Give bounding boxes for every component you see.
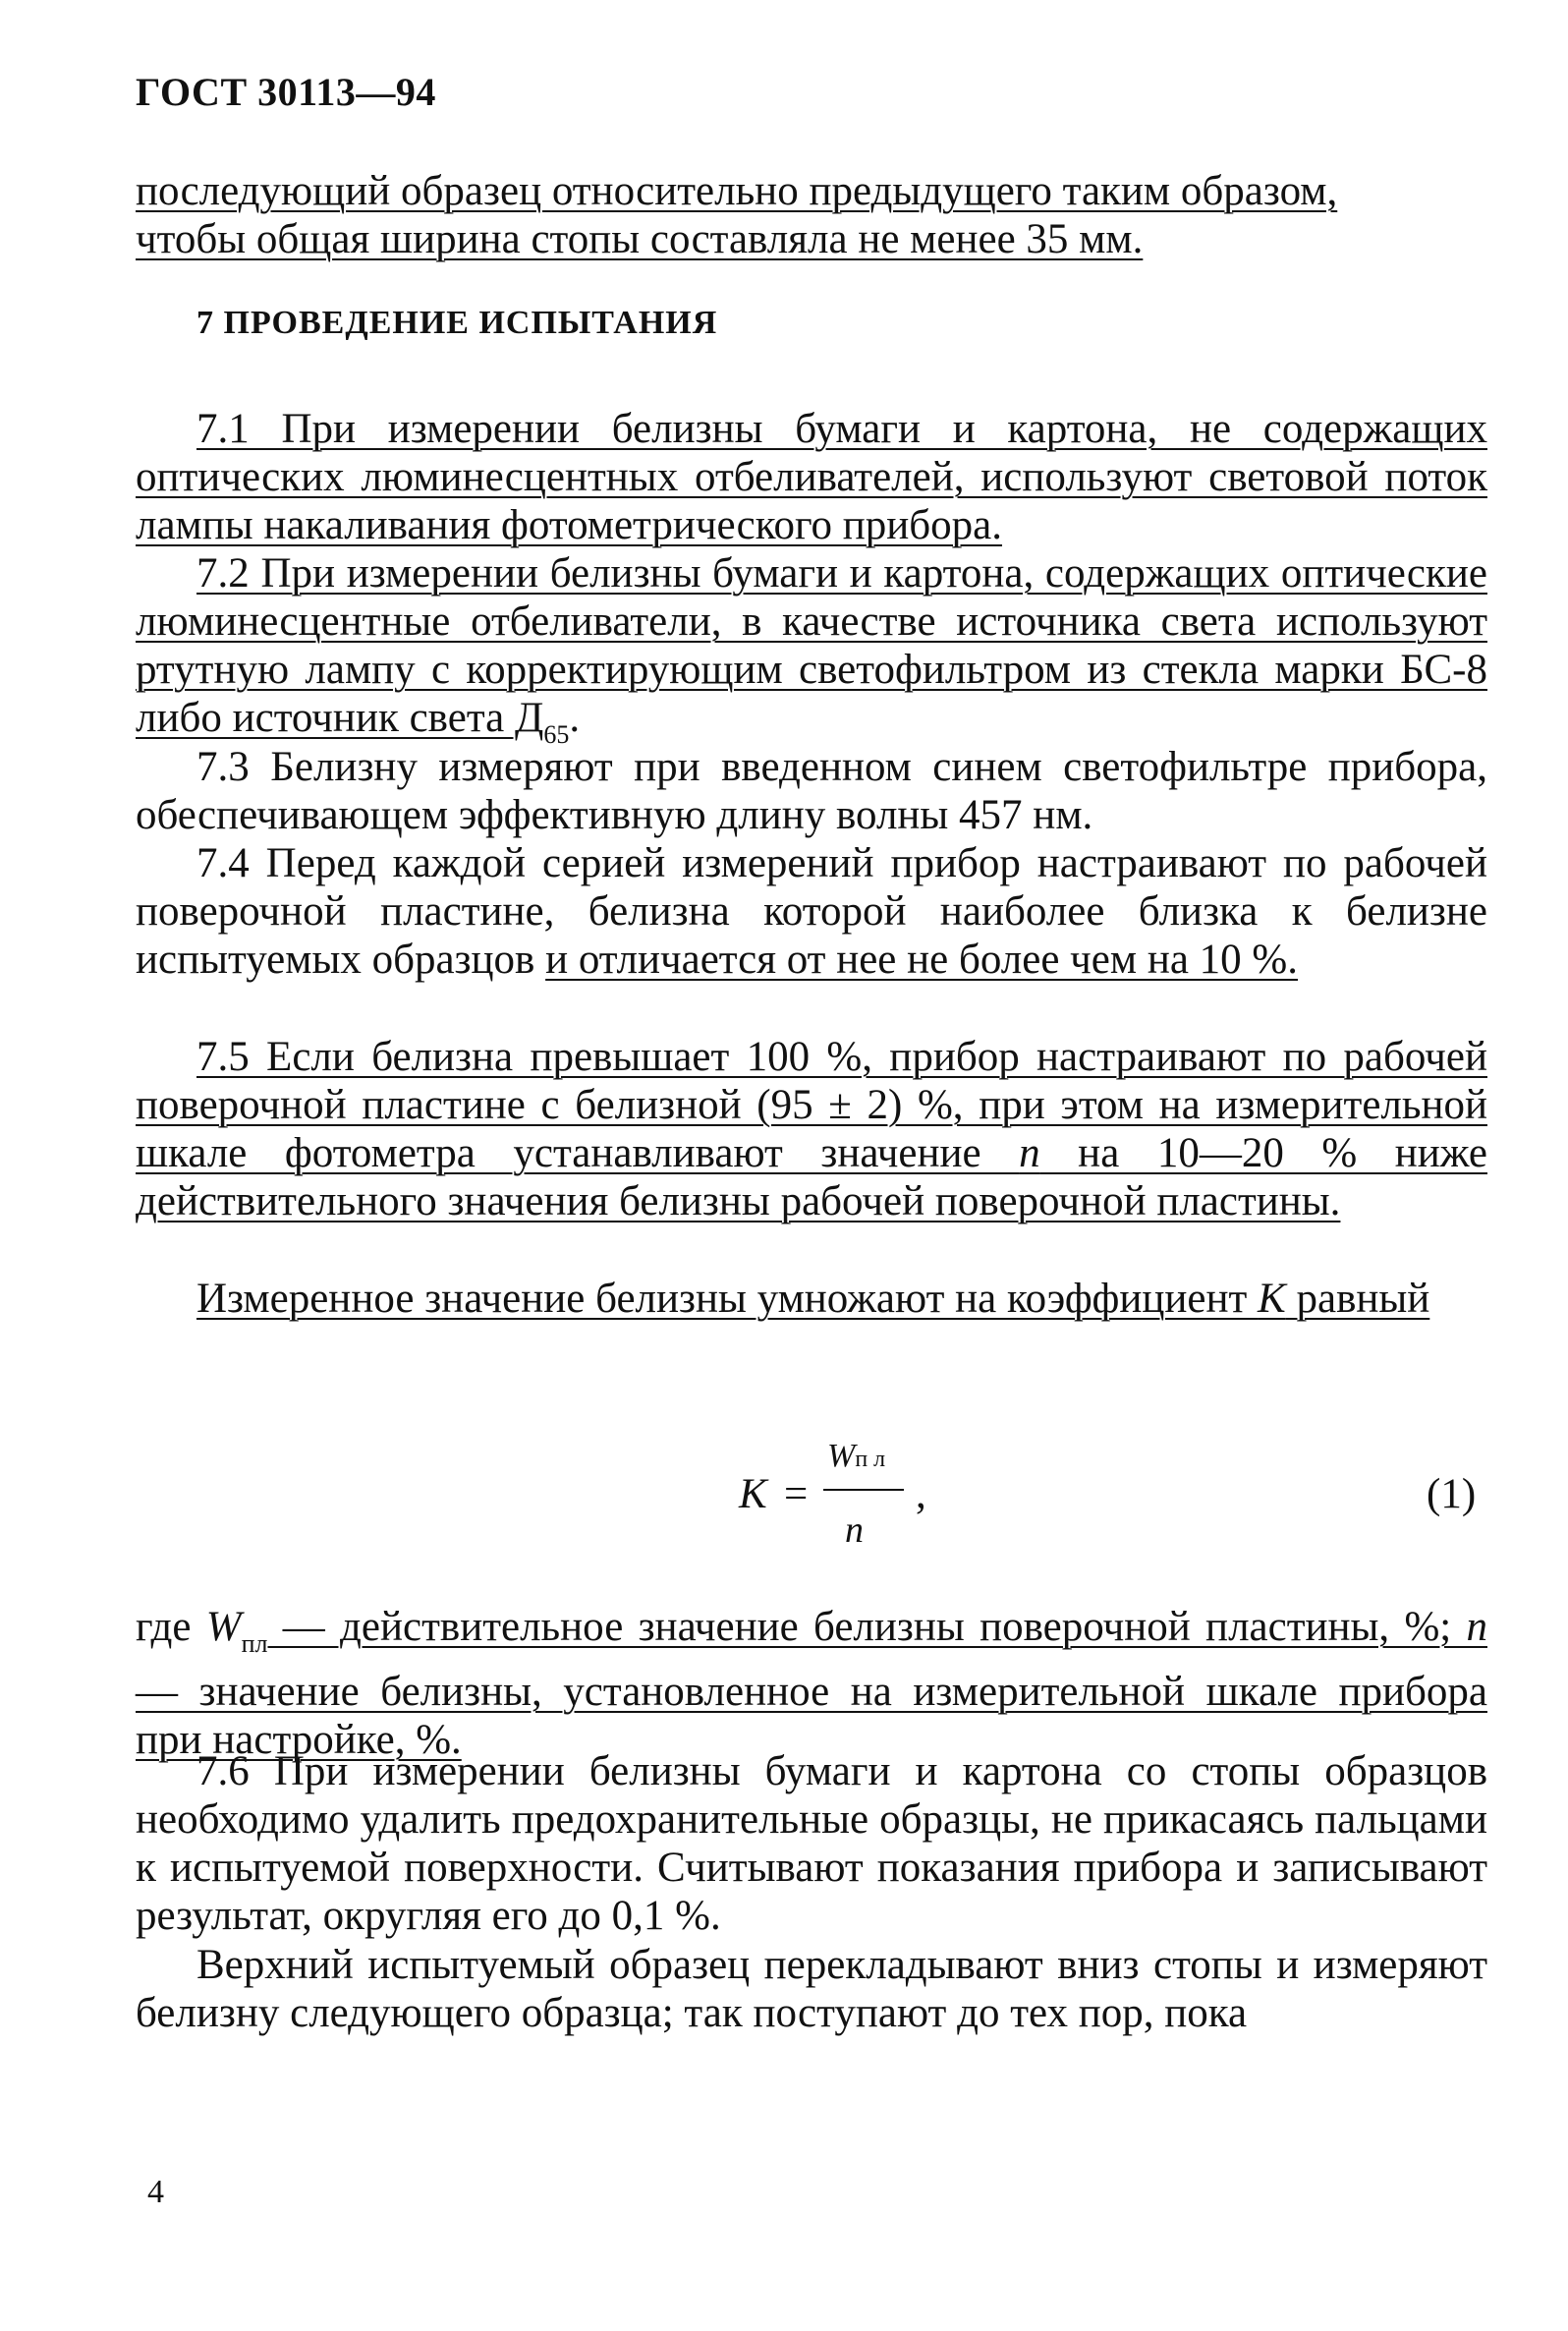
formula-1: K = Wп л n , — [739, 1438, 926, 1551]
paragraph-7-4-text: 7.4 Перед каждой серией измерений прибор настраивают по рабочей поверочной пластине, белизна которой наиболее близка к белизне испытуемых образцов — [136, 840, 1487, 983]
page-number: 4 — [147, 2174, 164, 2210]
paragraph-7-4-underlined: и отличается от нее не более чем на 10 %. — [545, 937, 1299, 983]
paragraph-7-5b-text-b: равный — [1285, 1276, 1430, 1322]
variable-n: n — [1019, 1130, 1040, 1176]
paragraph-7-5-text-b: на 10—20 % ниже действительного значения белизны рабочей поверочной пластины. — [136, 1130, 1488, 1224]
paragraph-7-5-continued — [136, 1275, 1487, 1323]
variable-k: K — [1258, 1276, 1286, 1322]
paragraph-7-2: 7.2 При измерении белизны бумаги и картона, содержащих оптические люминесцентные отбеливатели, в качестве источника света используют ртутную лампу с корректирующим светофильтром из стекла марки БС-8 либо источник света $Д_{65}$. — [136, 550, 1487, 749]
paragraph-last — [136, 1941, 1487, 2037]
paragraph-7-3-text: 7.3 Белизну измеряют при введенном синем светофильтре прибора, обеспечивающем эффективную длину волны 457 нм. — [136, 744, 1487, 838]
paragraph-7-4 — [136, 839, 1487, 984]
document-header: ГОСТ 30113—94 — [136, 70, 436, 114]
variable-w: W — [205, 1604, 242, 1650]
paragraph-7-5b-text-a: Измеренное значение белизны умножают на коэффициент — [196, 1276, 1259, 1322]
paragraph-7-5 — [136, 1033, 1487, 1225]
formula-number: (1) — [1427, 1471, 1477, 1517]
variable-n-def: n — [1466, 1604, 1487, 1650]
formula-equals: = — [784, 1471, 809, 1517]
formula-fraction-bar — [823, 1489, 904, 1491]
paragraph-7-1-text: 7.1 При измерении белизны бумаги и картона, не содержащих оптических люминесцентных отбеливателей, используют световой поток лампы накаливания фотометрического прибора. — [136, 406, 1487, 548]
section-title: 7 ПРОВЕДЕНИЕ ИСПЫТАНИЯ — [196, 305, 718, 341]
paragraph-7-1 — [136, 405, 1487, 549]
paragraph-7-3 — [136, 743, 1487, 839]
where-n-description: — значение белизны, установленное на измерительной шкале прибора при настройке, %. — [136, 1669, 1487, 1763]
paragraph-7-2-subscript: 65 — [543, 720, 570, 749]
intro-line-1: последующий образец относительно предыдущего таким образом, — [136, 168, 1338, 214]
intro-paragraph — [136, 167, 1487, 263]
variable-w-subscript: пл — [241, 1629, 268, 1658]
paragraph-7-6-text: 7.6 При измерении белизны бумаги и картона со стопы образцов необходимо удалить предохранительные образцы, не прикасаясь пальцами к испытуемой поверхности. Считывают показания прибора и записывают результат, округляя его до 0,1 %. — [136, 1748, 1487, 1939]
formula-numerator: Wп л — [827, 1438, 886, 1474]
formula-lhs: K — [739, 1471, 767, 1517]
paragraph-7-6 — [136, 1747, 1487, 1940]
where-paragraph: где $W_{пл}$ — действительное значение белизны поверочной пластины, %; n — значение белизны, установленное на измерительной шкале прибора при настройке, %. — [136, 1604, 1487, 1763]
paragraph-7-2-text: 7.2 При измерении белизны бумаги и картона, содержащих оптические люминесцентные отбеливатели, в качестве источника света используют ртутную лампу с корректирующим светофильтром из стекла марки БС-8 либо источник света Д — [136, 550, 1487, 741]
formula-denominator: n — [845, 1509, 864, 1551]
where-w-description: — действительное значение белизны поверочной пластины, %; — [267, 1604, 1467, 1650]
paragraph-last-text: Верхний испытуемый образец перекладывают вниз стопы и измеряют белизну следующего образца; так поступают до тех пор, пока — [136, 1942, 1487, 2036]
paragraph-7-5-text-a: 7.5 Если белизна превышает 100 %, прибор настраивают по рабочей поверочной пластине с белизной (95 ± 2) %, при этом на измерительной шкале фотометра устанавливают значение — [136, 1034, 1487, 1176]
intro-line-2: чтобы общая ширина стопы составляла не менее 35 мм. — [136, 216, 1144, 262]
